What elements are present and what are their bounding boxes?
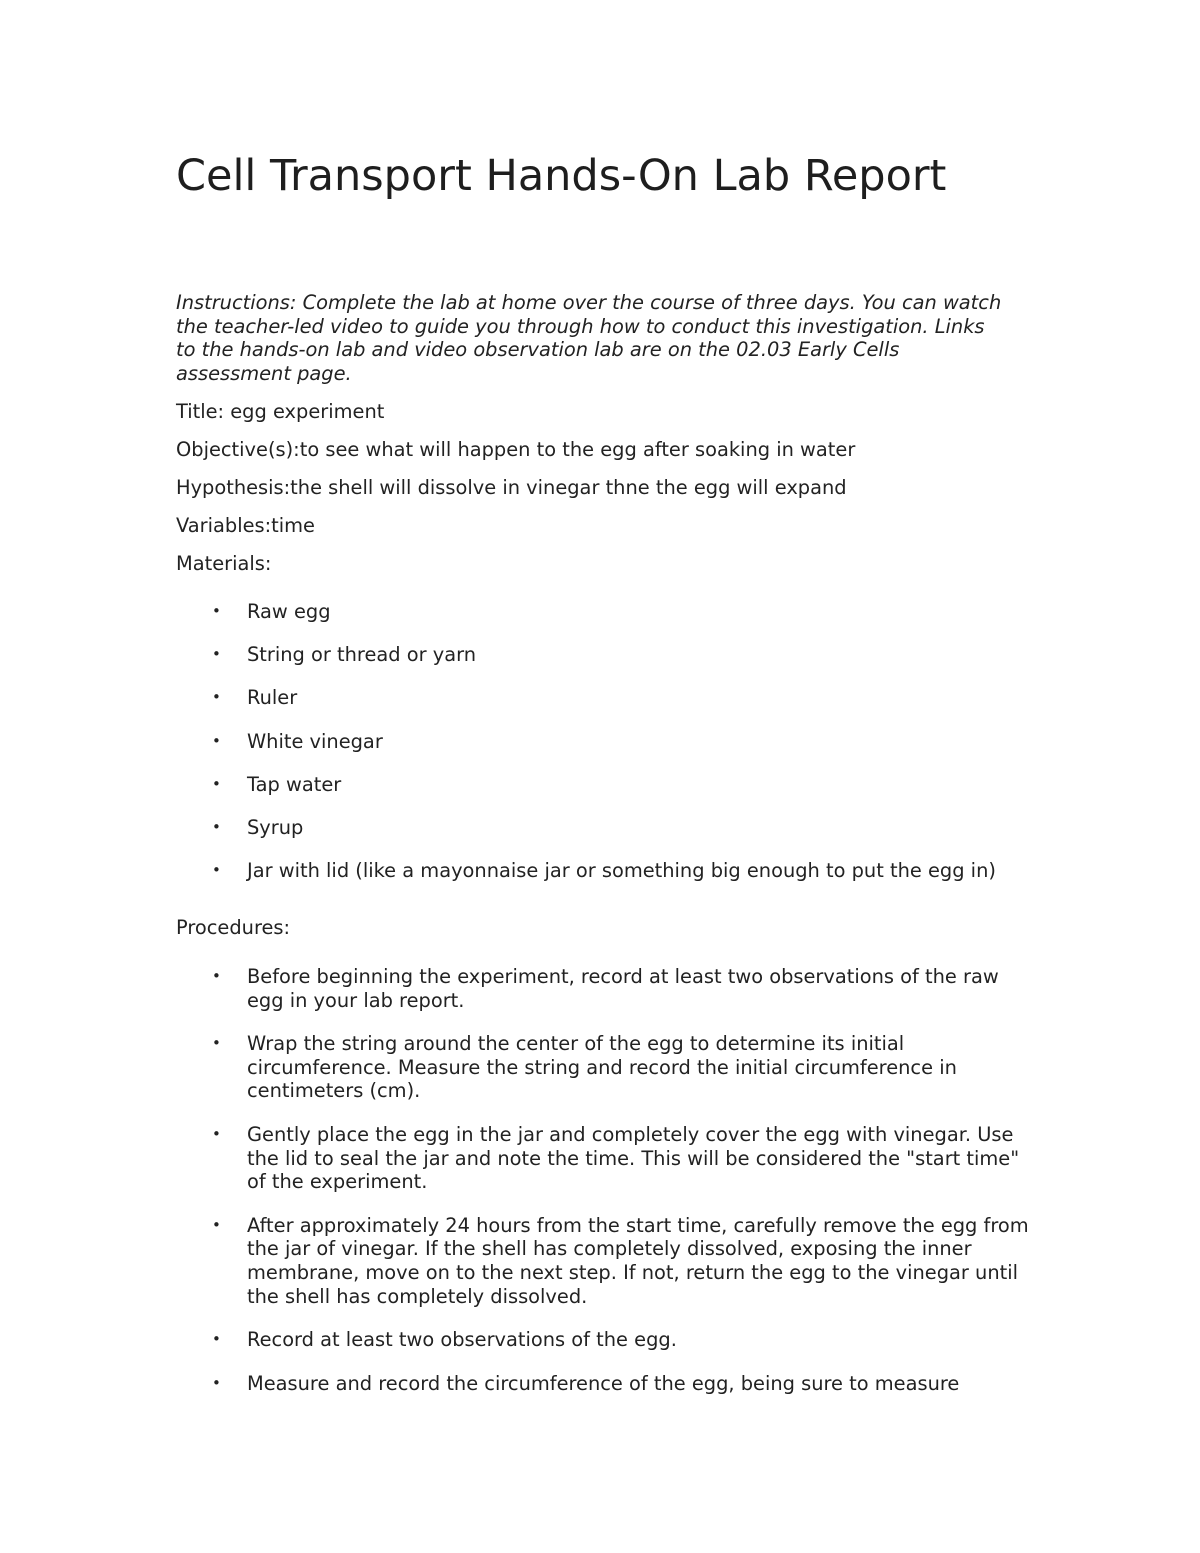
- list-item: • White vinegar: [212, 729, 383, 753]
- instructions-paragraph: Instructions: Complete the lab at home over the course of three days. You can watch the teacher-led video to guide you through how to conduct this investigation. Links to the hands-on lab and video observation lab are on the 02.03 Early Cells assessment page.: [176, 291, 1002, 385]
- list-item: • Before beginning the experiment, record at least two observations of the raw egg in your lab report.: [212, 965, 999, 1012]
- bullet-icon: •: [212, 1330, 221, 1349]
- list-item: • Syrup: [212, 815, 304, 839]
- bullet-icon: •: [212, 861, 221, 880]
- bullet-icon: •: [212, 1215, 221, 1234]
- bullet-icon: •: [212, 602, 221, 620]
- objective-field: Objective(s):to see what will happen to the egg after soaking in water: [176, 438, 856, 461]
- list-item: • Wrap the string around the center of the egg to determine its initial circumference. Measure the string and record the initial circumference in centimeters (cm).: [212, 1032, 957, 1103]
- bullet-icon: •: [212, 645, 221, 664]
- list-item: • Record at least two observations of the egg.: [212, 1328, 677, 1352]
- bullet-icon: •: [212, 1373, 221, 1392]
- procedures-heading: Procedures:: [176, 916, 291, 939]
- list-item: • Jar with lid (like a mayonnaise jar or something big enough to put the egg in): [212, 859, 996, 883]
- title-field: Title: egg experiment: [176, 400, 385, 423]
- list-item: • String or thread or yarn: [212, 643, 477, 667]
- list-item: • Gently place the egg in the jar and completely cover the egg with vinegar. Use the lid to seal the jar and note the time. This will be considered the "start time" of the experiment.: [212, 1122, 1020, 1194]
- bullet-icon: •: [212, 967, 221, 985]
- list-item: • Ruler: [212, 686, 298, 710]
- materials-heading: Materials:: [176, 552, 272, 575]
- bullet-icon: •: [212, 1124, 221, 1143]
- list-item: • Measure and record the circumference of the egg, being sure to measure: [212, 1371, 960, 1395]
- bullet-icon: •: [212, 817, 221, 836]
- list-item: • Raw egg: [212, 600, 331, 623]
- hypothesis-field: Hypothesis:the shell will dissolve in vinegar thne the egg will expand: [176, 476, 847, 499]
- variables-field: Variables:time: [176, 514, 315, 537]
- bullet-icon: •: [212, 688, 221, 707]
- bullet-icon: •: [212, 731, 221, 750]
- bullet-icon: •: [212, 1034, 221, 1053]
- bullet-icon: •: [212, 774, 221, 793]
- document-title: Cell Transport Hands-On Lab Report: [176, 151, 947, 201]
- list-item: • After approximately 24 hours from the start time, carefully remove the egg from the jar of vinegar. If the shell has completely dissolved, exposing the inner membrane, move on to the next step. If not, return the egg to the vinegar until the shell has completely dissolved.: [212, 1213, 1029, 1308]
- list-item: • Tap water: [212, 772, 342, 796]
- materials-list: [176, 600, 1036, 902]
- procedures-list: [176, 965, 1036, 1415]
